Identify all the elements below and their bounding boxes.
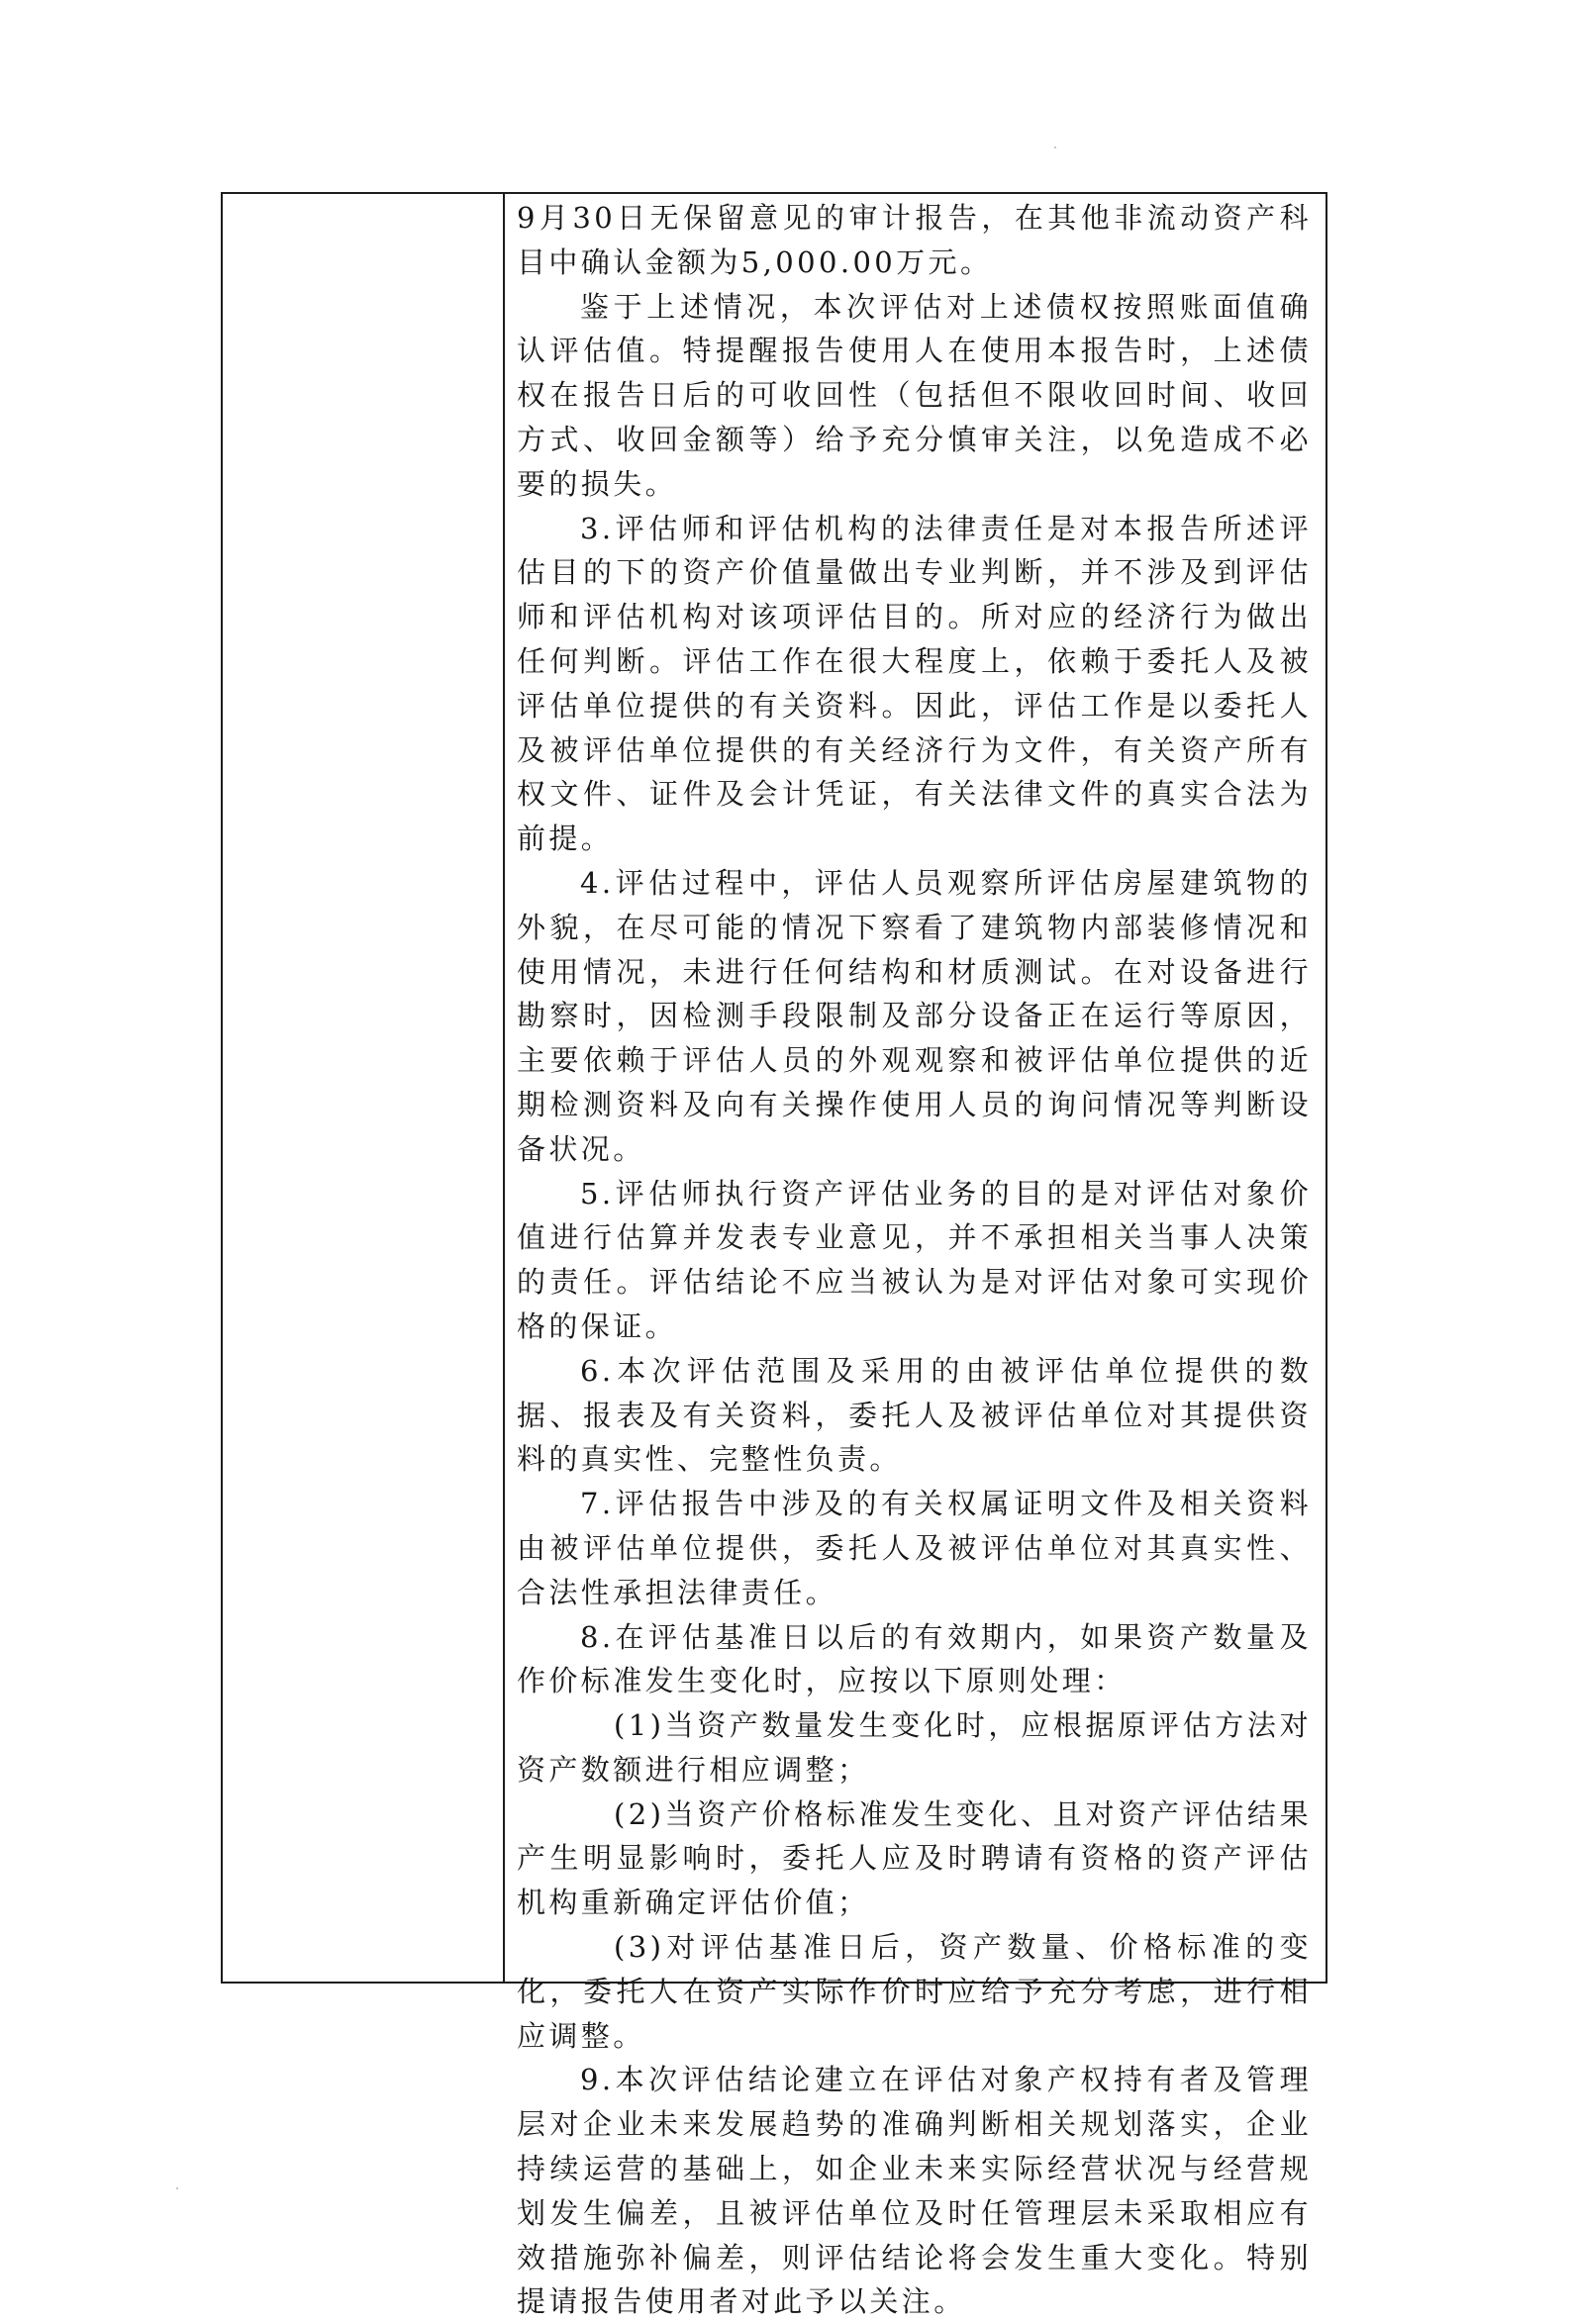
paragraph-item-6: 6.本次评估范围及采用的由被评估单位提供的数据、报表及有关资料，委托人及被评估单位对其提供资料的真实性、完整性负责。 <box>517 1353 1312 1477</box>
paragraph-item-8-3: (3)对评估基准日后，资产数量、价格标准的变化，委托人在资产实际作价时应给予充分考虑，进行相应调整。 <box>517 1930 1312 2053</box>
paragraph-item-3: 3.评估师和评估机构的法律责任是对本报告所述评估目的下的资产价值量做出专业判断，并不涉及到评估师和评估机构对该项评估目的。所对应的经济行为做出任何判断。评估工作在很大程度上，依赖于委托人及被评估单位提供的有关资料。因此，评估工作是以委托人及被评估单位提供的有关经济行为文件，有关资产所有权文件、证件及会计凭证，有关法律文件的真实合法为前提。 <box>517 511 1312 856</box>
paragraph-item-7: 7.评估报告中涉及的有关权属证明文件及相关资料由被评估单位提供，委托人及被评估单位对其真实性、合法性承担法律责任。 <box>517 1487 1312 1609</box>
scan-speck <box>176 2187 178 2189</box>
paragraph-item-5: 5.评估师执行资产评估业务的目的是对评估对象价值进行估算并发表专业意见，并不承担相关当事人决策的责任。评估结论不应当被认为是对评估对象可实现价格的保证。 <box>517 1176 1312 1343</box>
paragraph-continuation: 9月30日无保留意见的审计报告，在其他非流动资产科目中确认金额为5,000.00万元。 <box>517 201 1312 279</box>
paragraph-creditor-rights: 鉴于上述情况，本次评估对上述债权按照账面值确认评估值。特提醒报告使用人在使用本报告时，上述债权在报告日后的可收回性（包括但不限收回时间、收回方式、收回金额等）给予充分慎审关注，以免造成不必要的损失。 <box>517 289 1312 501</box>
paragraph-item-9: 9.本次评估结论建立在评估对象产权持有者及管理层对企业未来发展趋势的准确判断相关规划落实，企业持续运营的基础上，如企业未来实际经营状况与经营规划发生偏差，且被评估单位及时任管理层未采取相应有效措施弥补偏差，则评估结论将会发生重大变化。特别提请报告使用者对此予以关注。 <box>517 2063 1312 2319</box>
paragraph-item-8-2: (2)当资产价格标准发生变化、且对资产评估结果产生明显影响时，委托人应及时聘请有资格的资产评估机构重新确定评估价值； <box>517 1796 1312 1920</box>
scan-speck <box>1054 146 1056 148</box>
paragraph-item-8: 8.在评估基准日以后的有效期内，如果资产数量及作价标准发生变化时，应按以下原则处理： <box>517 1619 1312 1698</box>
content-cell <box>505 194 1326 2319</box>
paragraph-item-8-1: (1)当资产数量发生变化时，应根据原评估方法对资产数额进行相应调整； <box>517 1708 1312 1787</box>
label-cell <box>223 194 505 1982</box>
paragraph-item-4: 4.评估过程中，评估人员观察所评估房屋建筑物的外貌，在尽可能的情况下察看了建筑物内部装修情况和使用情况，未进行任何结构和材质测试。在对设备进行勘察时，因检测手段限制及部分设备正在运行等原因，主要依赖于评估人员的外观观察和被评估单位提供的近期检测资料及向有关操作使用人员的询问情况等判断设备状况。 <box>517 865 1312 1166</box>
report-table <box>221 192 1327 2319</box>
